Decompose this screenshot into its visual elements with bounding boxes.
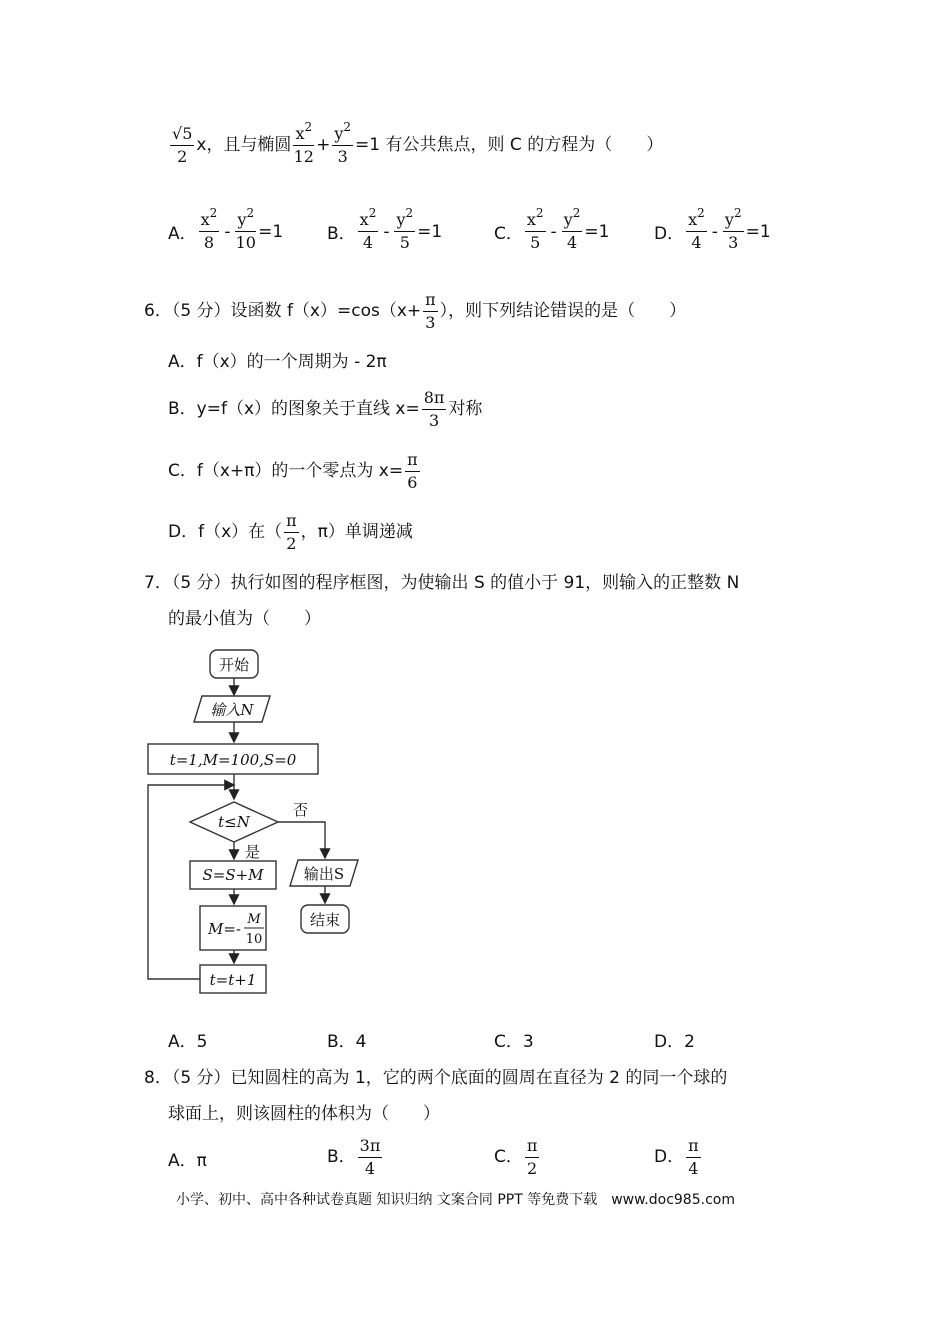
q8-option-d[interactable]: D． $\frac{\pi}{4}$	[654, 1136, 699, 1178]
flow-start-text: 开始	[218, 656, 250, 674]
q6-stem: 6．（5 分）设函数 f（x）=cos（x+ $\frac{\pi}{3}$ ），则下列结论错误的是（ ）	[144, 290, 687, 332]
option-fraction-x: $\frac{x^2}{8}$	[200, 206, 218, 252]
option-fraction-y: $\frac{y^2}{10}$	[235, 206, 256, 252]
q7-option-a[interactable]: A．5	[168, 1032, 208, 1052]
flow-end-text: 结束	[309, 911, 341, 929]
q5-option-b[interactable]: B． $\frac{x^2}{4}$ - $\frac{y^2}{5}$ =1	[327, 206, 443, 252]
flow-step2-den: 10	[245, 932, 263, 947]
q6-option-c[interactable]: C．f（x+π）的一个零点为 x= $\frac{\pi}{6}$	[168, 450, 418, 492]
flow-step1-text: S=S+M	[202, 866, 264, 884]
flow-output-text: 输出S	[303, 865, 345, 883]
q6-stem-fraction: $\frac{\pi}{3}$	[425, 290, 436, 332]
q8-option-b[interactable]: B． $\frac{3\pi}{4}$	[327, 1136, 381, 1178]
q7-option-d[interactable]: D．2	[654, 1032, 695, 1052]
q5-lead-fraction: $\frac{√5}{2}$	[172, 124, 193, 166]
flow-step2-num: M	[247, 912, 261, 927]
flow-step3-text: t=t+1	[209, 971, 257, 989]
q8-stem-line2: 球面上，则该圆柱的体积为（ ）	[168, 1104, 440, 1124]
q5-option-c[interactable]: C． $\frac{x^2}{5}$ - $\frac{y^2}{4}$ =1	[494, 206, 610, 252]
q6-option-a[interactable]: A．f（x）的一个周期为 - 2π	[168, 352, 387, 372]
flow-yes-label: 是	[245, 843, 261, 861]
q7-stem-line1: 7．（5 分）执行如图的程序框图，为使输出 S 的值小于 91，则输入的正整数 N	[144, 573, 740, 593]
q6-option-b[interactable]: B．y=f（x）的图象关于直线 x= $\frac{8\pi}{3}$ 对称	[168, 388, 483, 430]
q8-option-a[interactable]: A．π	[168, 1151, 207, 1171]
option-fraction-x: $\frac{x^2}{4}$	[359, 206, 377, 252]
q5-option-a[interactable]: A． $\frac{x^2}{8}$ - $\frac{y^2}{10}$ =1	[168, 206, 284, 252]
flow-cond-text: t≤N	[218, 813, 250, 831]
q5-option-d[interactable]: D． $\frac{x^2}{4}$ - $\frac{y^2}{3}$ =1	[654, 206, 771, 252]
q8-stem-line1: 8．（5 分）已知圆柱的高为 1，它的两个底面的圆周在直径为 2 的同一个球的	[144, 1068, 728, 1088]
q7-option-b[interactable]: B．4	[327, 1032, 367, 1052]
q7-option-c[interactable]: C．3	[494, 1032, 534, 1052]
option-fraction-y: $\frac{y^2}{5}$	[396, 206, 414, 252]
q7-stem-line2: 的最小值为（ ）	[168, 609, 321, 629]
flow-step2-text: M=-	[208, 920, 241, 938]
q5-stem-line: $\frac{√5}{2}$ x ，且与椭圆 $\frac{x^2}{12}$ + $\frac{y^2}{3}$ =1 有公共焦点，则 C 的方程为（ ）	[172, 120, 664, 166]
option-fraction-y: $\frac{y^2}{4}$	[563, 206, 581, 252]
flow-input-text: 输入N	[210, 701, 254, 719]
flow-no-label: 否	[293, 801, 309, 819]
q8-option-c[interactable]: C． $\frac{\pi}{2}$	[494, 1136, 538, 1178]
page-footer: 小学、初中、高中各种试卷真题 知识归纳 文案合同 PPT 等免费下载 www.doc985.com	[176, 1192, 735, 1208]
option-fraction-x: $\frac{x^2}{4}$	[688, 206, 705, 252]
q6-option-d[interactable]: D．f（x）在（ $\frac{\pi}{2}$ ，π）单调递减	[168, 511, 413, 553]
option-fraction-x: $\frac{x^2}{5}$	[526, 206, 544, 252]
flowchart	[140, 645, 380, 1005]
q5-ellipse-y-fraction: $\frac{y^2}{3}$	[334, 120, 352, 166]
q5-ellipse-x-fraction: $\frac{x^2}{12}$	[293, 120, 314, 166]
flow-init-text: t=1,M=100,S=0	[169, 751, 297, 769]
option-fraction-y: $\frac{y^2}{3}$	[724, 206, 742, 252]
